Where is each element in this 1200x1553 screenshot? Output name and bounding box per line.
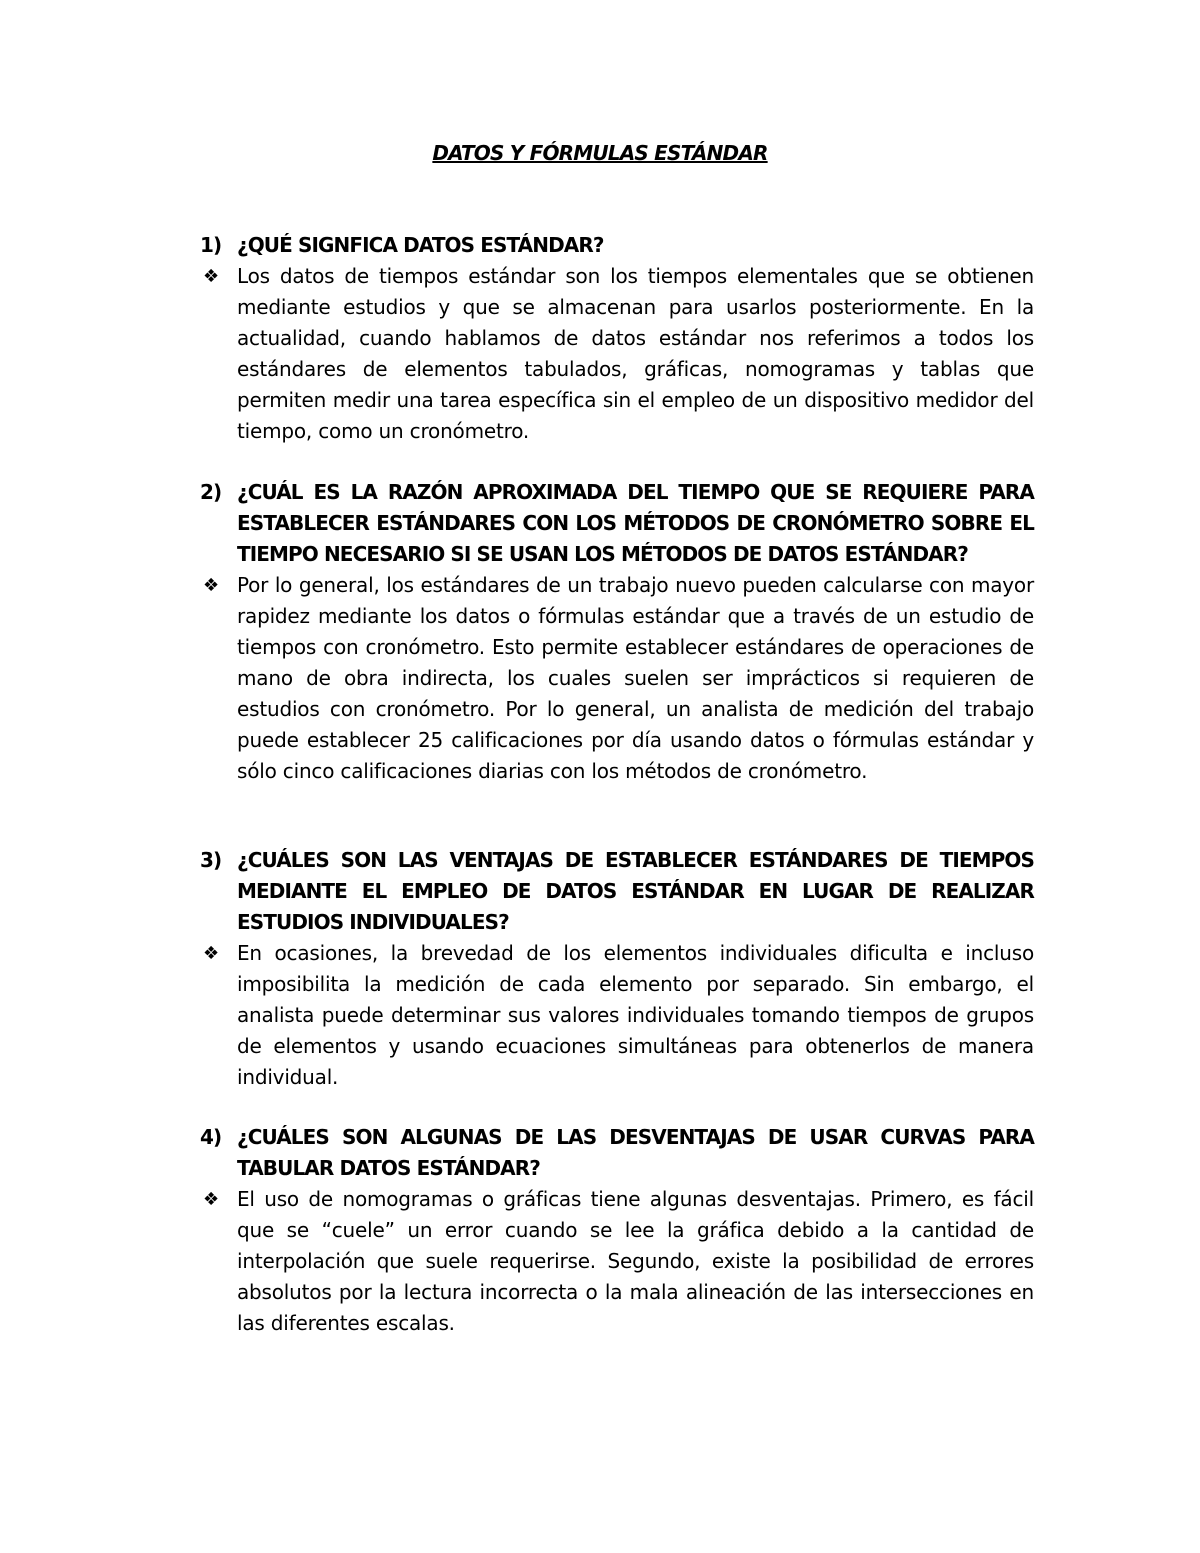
question-1 bbox=[200, 230, 1034, 261]
question-text: ¿CUÁLES SON ALGUNAS DE LAS DESVENTAJAS DE USAR CURVAS PARA TABULAR DATOS ESTÁNDAR? bbox=[237, 1125, 1034, 1180]
question-text: ¿CUÁL ES LA RAZÓN APROXIMADA DEL TIEMPO QUE SE REQUIERE PARA ESTABLECER ESTÁNDARES CON LOS MÉTODOS DE CRONÓMETRO SOBRE EL TIEMPO NECESARIO SI SE USAN LOS MÉTODOS DE DATOS ESTÁNDAR? bbox=[237, 480, 1034, 566]
answer-text: En ocasiones, la brevedad de los elementos individuales dificulta e incluso imposibilita la medición de cada elemento por separado. Sin embargo, el analista puede determinar sus valores individuales tomando tiempos de grupos de elementos y usando ecuaciones simultáneas para obtenerlos de manera individual. bbox=[237, 941, 1034, 1089]
answer-text: El uso de nomogramas o gráficas tiene algunas desventajas. Primero, es fácil que se “cuele” un error cuando se lee la gráfica debido a la cantidad de interpolación que suele requerirse. Segundo, existe la posibilidad de errores absolutos por la lectura incorrecta o la mala alineación de las intersecciones en las diferentes escalas. bbox=[237, 1187, 1034, 1335]
answer-text: Por lo general, los estándares de un trabajo nuevo pueden calcularse con mayor rapidez mediante los datos o fórmulas estándar que a través de un estudio de tiempos con cronómetro. Esto permite establecer estándares de operaciones de mano de obra indirecta, los cuales suelen ser imprácticos si requieren de estudios con cronómetro. Por lo general, un analista de medición del trabajo puede establecer 25 calificaciones por día usando datos o fórmulas estándar y sólo cinco calificaciones diarias con los métodos de cronómetro. bbox=[237, 573, 1034, 783]
section-4 bbox=[200, 1122, 1034, 1339]
answer-3 bbox=[200, 938, 1034, 1093]
question-number: 3) bbox=[200, 848, 222, 872]
section-2 bbox=[200, 477, 1034, 787]
question-text: ¿QUÉ SIGNFICA DATOS ESTÁNDAR? bbox=[237, 233, 604, 257]
question-number: 4) bbox=[200, 1125, 222, 1149]
section-1 bbox=[200, 230, 1034, 447]
question-number: 2) bbox=[200, 480, 222, 504]
document-title: DATOS Y FÓRMULAS ESTÁNDAR bbox=[432, 141, 768, 165]
question-3 bbox=[200, 845, 1034, 938]
question-text: ¿CUÁLES SON LAS VENTAJAS DE ESTABLECER ESTÁNDARES DE TIEMPOS MEDIANTE EL EMPLEO DE DATOS ESTÁNDAR EN LUGAR DE REALIZAR ESTUDIOS INDIVIDUALES? bbox=[237, 848, 1034, 934]
answer-1 bbox=[200, 261, 1034, 447]
answer-4 bbox=[200, 1184, 1034, 1339]
question-2 bbox=[200, 477, 1034, 570]
answer-text: Los datos de tiempos estándar son los tiempos elementales que se obtienen mediante estudios y que se almacenan para usarlos posteriormente. En la actualidad, cuando hablamos de datos estándar nos referimos a todos los estándares de elementos tabulados, gráficas, nomogramas y tablas que permiten medir una tarea específica sin el empleo de un dispositivo medidor del tiempo, como un cronómetro. bbox=[237, 264, 1034, 443]
section-3 bbox=[200, 845, 1034, 1093]
diamond-bullet-icon: ❖ bbox=[203, 266, 219, 287]
question-4 bbox=[200, 1122, 1034, 1184]
question-number: 1) bbox=[200, 233, 222, 257]
diamond-bullet-icon: ❖ bbox=[203, 943, 219, 964]
diamond-bullet-icon: ❖ bbox=[203, 575, 219, 596]
diamond-bullet-icon: ❖ bbox=[203, 1189, 219, 1210]
answer-2 bbox=[200, 570, 1034, 787]
